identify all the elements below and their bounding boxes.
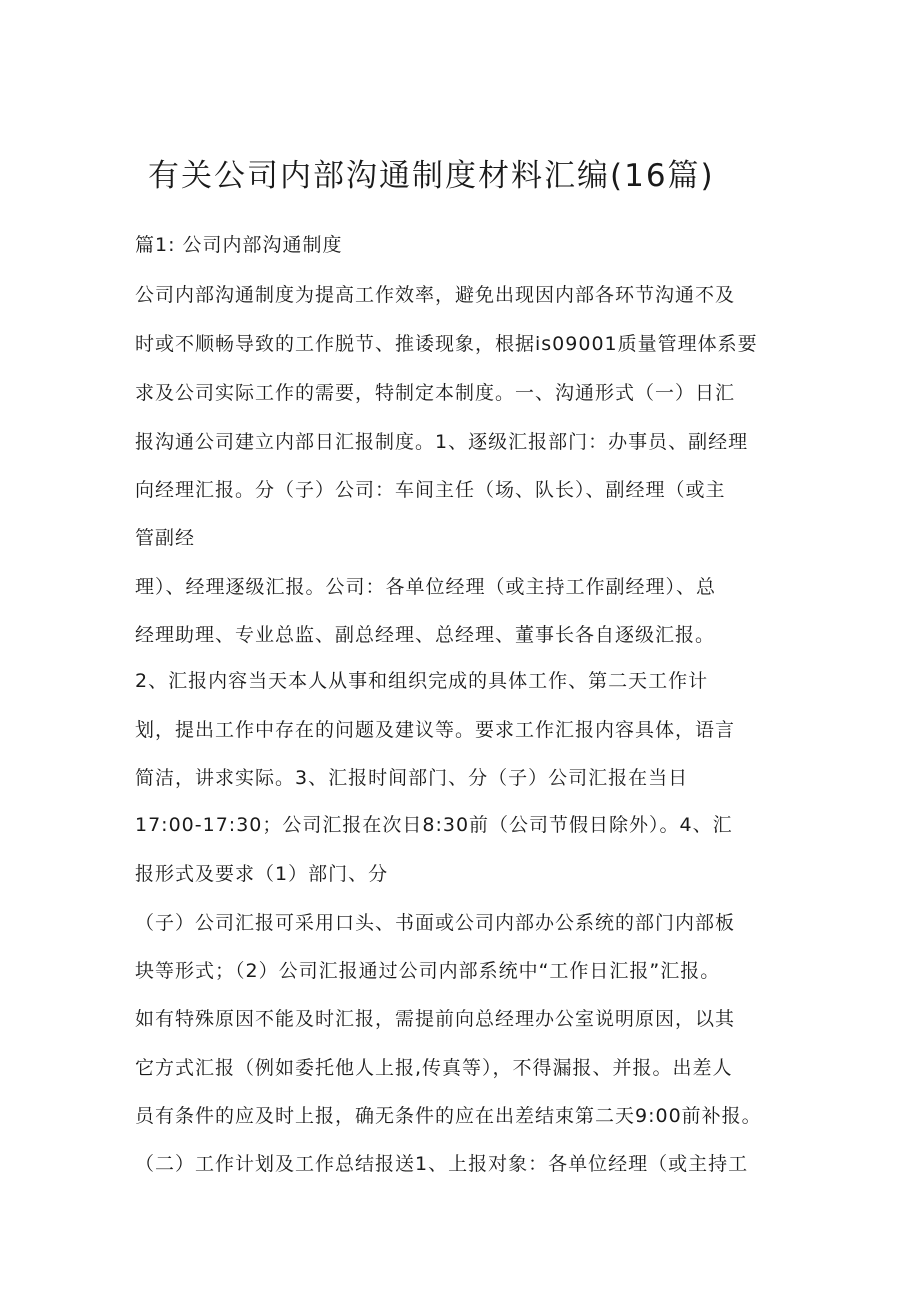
body-line: 块等形式；（2）公司汇报通过公司内部系统中“工作日汇报”汇报。 [135, 960, 721, 982]
body-line: （二）工作计划及工作总结报送1、上报对象：各单位经理（或主持工 [135, 1153, 749, 1175]
section-heading: 篇1: 公司内部沟通制度 [135, 234, 343, 256]
body-line: 它方式汇报（例如委托他人上报,传真等），不得漏报、并报。出差人 [135, 1057, 733, 1079]
document-title: 有关公司内部沟通制度材料汇编(16篇) [148, 158, 715, 194]
body-line: 向经理汇报。分（子）公司：车间主任（场、队长）、副经理（或主 [135, 479, 726, 501]
body-line: 经理助理、专业总监、副总经理、总经理、董事长各自逐级汇报。 [135, 624, 716, 646]
body-line: 如有特殊原因不能及时汇报，需提前向总经理办公室说明原因，以其 [135, 1008, 736, 1030]
body-line: 2、汇报内容当天本人从事和组织完成的具体工作、第二天工作计 [135, 670, 709, 692]
body-line: 17:00-17:30；公司汇报在次日8:30前（公司节假日除外）。4、汇 [135, 814, 733, 836]
body-line: 划，提出工作中存在的问题及建议等。要求工作汇报内容具体，语言 [135, 719, 736, 741]
body-line: 时或不顺畅导致的工作脱节、推诿现象，根据is09001质量管理体系要 [135, 333, 758, 355]
body-line: 公司内部沟通制度为提高工作效率，避免出现因内部各环节沟通不及 [135, 284, 736, 306]
body-line: 求及公司实际工作的需要，特制定本制度。一、沟通形式（一）日汇 [135, 382, 736, 404]
body-line: 员有条件的应及时上报，确无条件的应在出差结束第二天9:00前补报。 [135, 1105, 762, 1127]
body-line: 理）、经理逐级汇报。公司：各单位经理（或主持工作副经理）、总 [135, 576, 717, 598]
body-line: 简洁，讲求实际。3、汇报时间部门、分（子）公司汇报在当日 [135, 767, 689, 789]
body-line: （子）公司汇报可采用口头、书面或公司内部办公系统的部门内部板 [135, 912, 736, 934]
body-line: 报沟通公司建立内部日汇报制度。1、逐级汇报部门：办事员、副经理 [135, 431, 749, 453]
body-line: 管副经 [135, 527, 196, 549]
body-line: 报形式及要求（1）部门、分 [135, 863, 389, 885]
